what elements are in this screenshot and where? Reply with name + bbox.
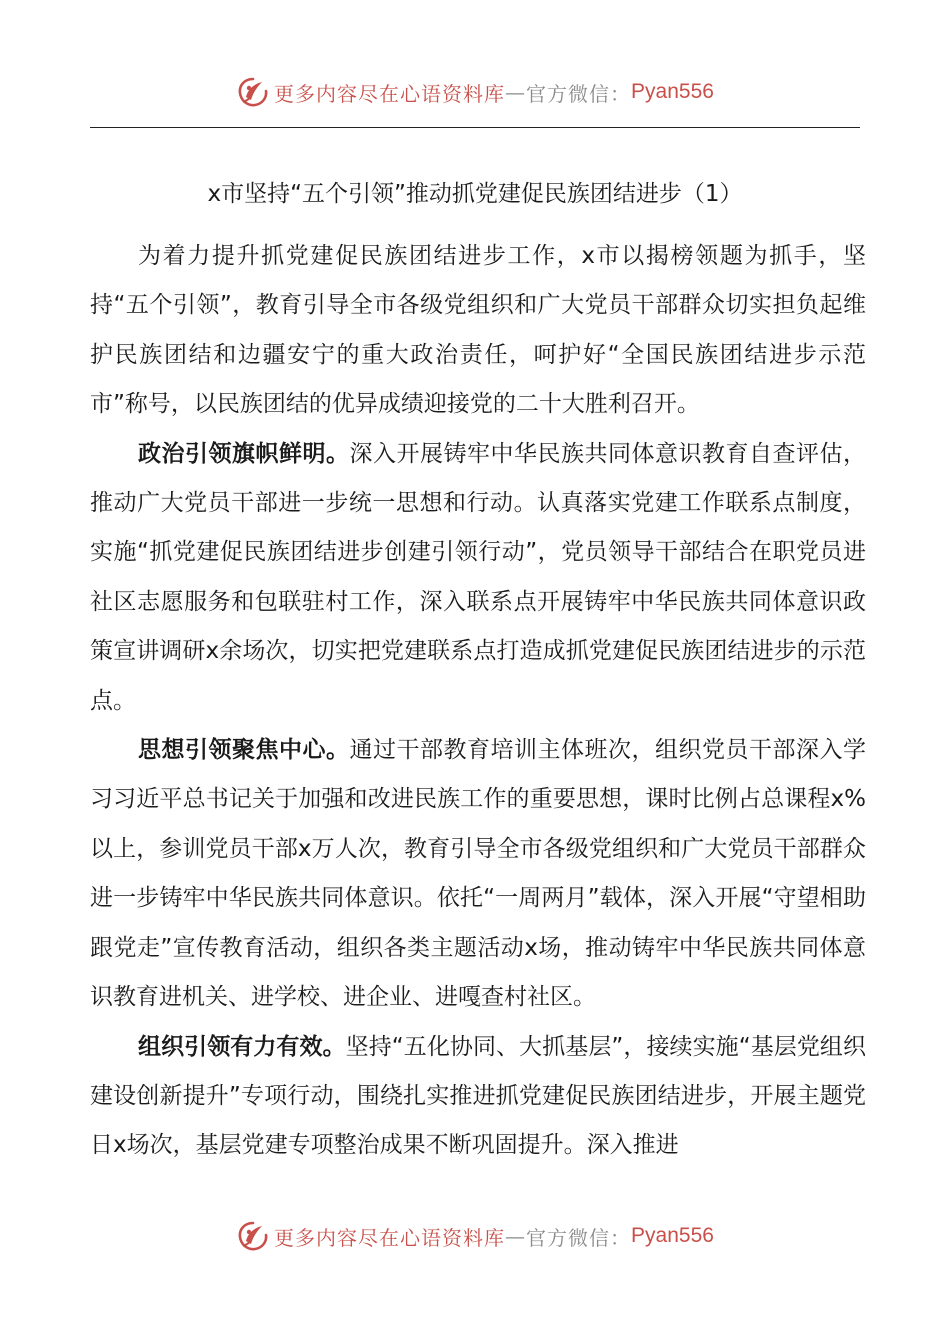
paragraph-organizational — [90, 1023, 866, 1171]
paragraph-text: 为着力提升抓党建促民族团结进步工作，x市以揭榜领题为抓手，坚持“五个引领”，教育引导全市各级党组织和广大党员干部群众切实担负起维护民族团结和边疆安宁的重大政治责任，呵护好“全国民族团结进步示范市”称号，以民族团结的优异成绩迎接党的二十大胜利召开。 — [90, 243, 866, 418]
banner-brand-text: 更多内容尽在心语资料库 — [274, 81, 506, 106]
swirl-pen-logo-icon — [236, 1219, 270, 1253]
paragraph-lead: 思想引领聚焦中心。 — [138, 737, 350, 764]
paragraph-text: 坚持“五化协同、大抓基层”，接续实施“基层党组织建设创新提升”专项行动，围绕扎实推进抓党建促民族团结进步，开展主题党日x场次，基层党建专项整治成果不断巩固提升。深入推进 — [90, 1033, 867, 1159]
paragraph-text: 深入开展铸牢中华民族共同体意识教育自查评估，推动广大党员干部进一步统一思想和行动。认真落实党建工作联系点制度，实施“抓党建促民族团结进步创建引领行动”，党员领导干部结合在职党员进社区志愿服务和包联驻村工作，深入联系点开展铸牢中华民族共同体意识政策宣讲调研x余场次，切实把党建联系点打造成抓党建促民族团结进步的示范点。 — [90, 440, 866, 714]
banner-contact-label: 官方微信： — [526, 1225, 632, 1250]
document-title: x市坚持“五个引领”推动抓党建促民族团结进步（1） — [207, 181, 743, 207]
paragraph-lead: 组织引领有力有效。 — [138, 1033, 346, 1060]
header-banner — [0, 70, 950, 114]
document-body — [90, 232, 866, 1171]
swirl-pen-logo-icon — [236, 75, 270, 109]
header-divider — [90, 127, 860, 128]
paragraph-political — [90, 430, 866, 726]
paragraph-text: 通过干部教育培训主体班次，组织党员干部深入学习习近平总书记关于加强和改进民族工作的重要思想，课时比例占总课程x%以上，参训党员干部x万人次，教育引导全市各级党组织和广大党员干部群众进一步铸牢中华民族共同体意识。依托“一周两月”载体，深入开展“守望相助跟党走”宣传教育活动，组织各类主题活动x场，推动铸牢中华民族共同体意识教育进机关、进学校、进企业、进嘎查村社区。 — [90, 737, 866, 1011]
banner-contact-id: Pyan556 — [631, 80, 714, 103]
footer-banner — [0, 1214, 950, 1258]
paragraph-intro — [90, 232, 866, 430]
banner-dash: — — [505, 1224, 527, 1248]
paragraph-lead: 政治引领旗帜鲜明。 — [138, 440, 350, 467]
banner-brand-text: 更多内容尽在心语资料库 — [274, 1225, 506, 1250]
banner-contact-label: 官方微信： — [526, 81, 632, 106]
banner-contact-id: Pyan556 — [631, 1224, 714, 1247]
banner-dash: — — [505, 80, 527, 104]
paragraph-ideological — [90, 726, 866, 1022]
